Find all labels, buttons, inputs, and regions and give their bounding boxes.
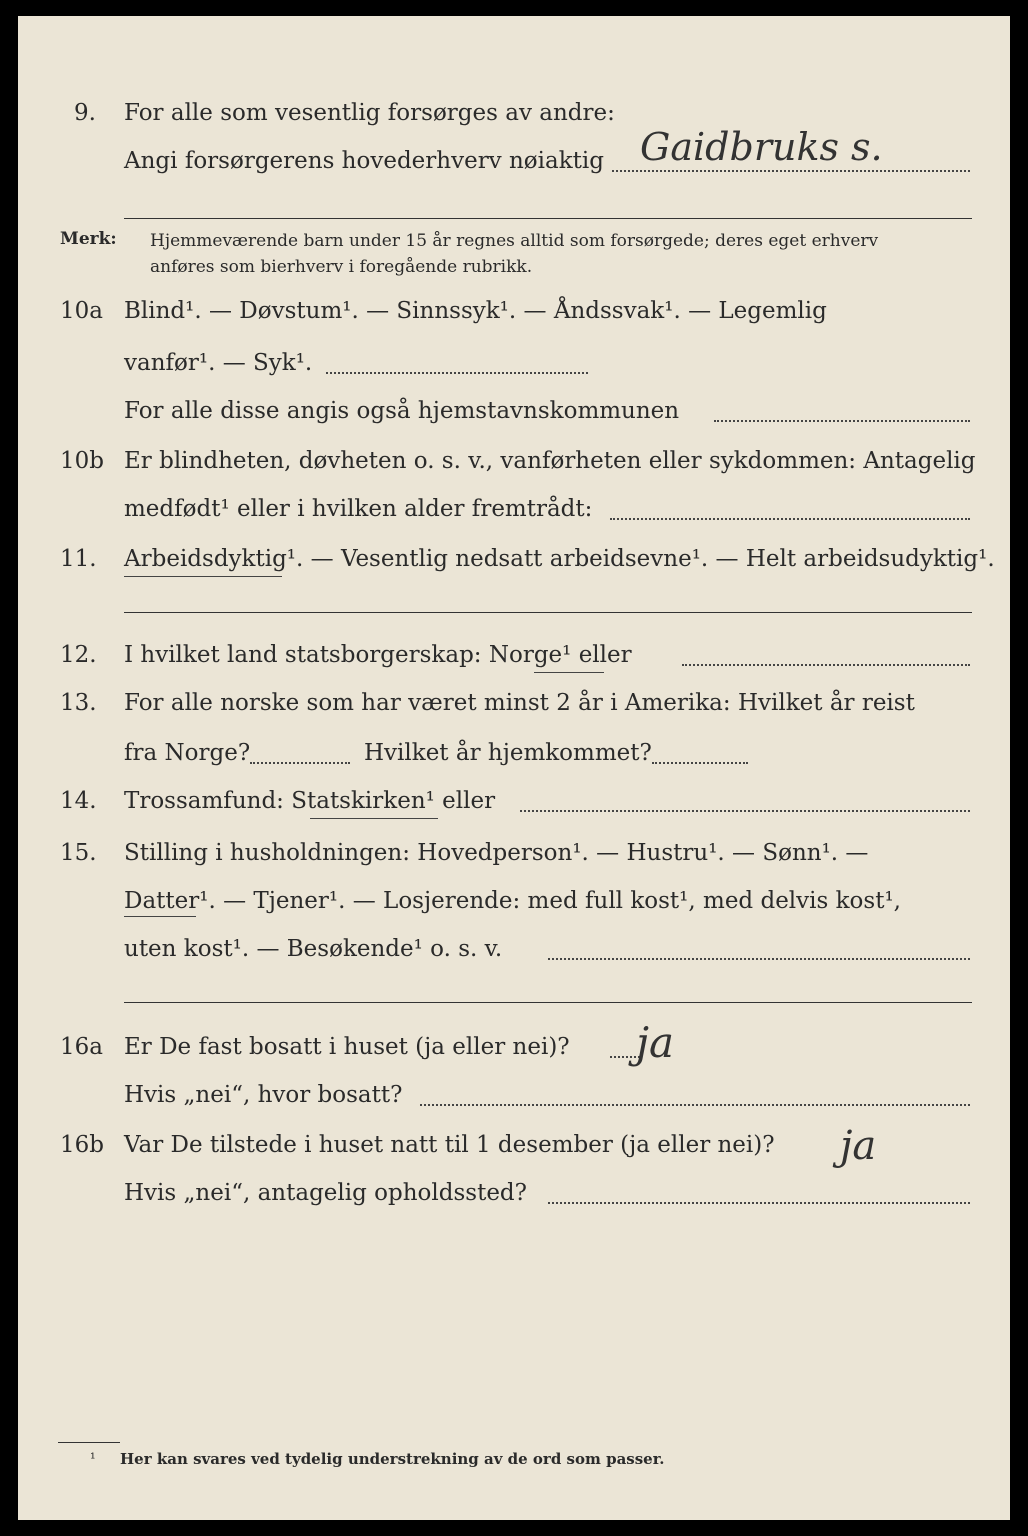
q10a-line1: Blind¹. — Døvstum¹. — Sinnssyk¹. — Åndssvak¹. — Legemlig	[124, 298, 827, 324]
q13-line2a: fra Norge?	[124, 740, 251, 766]
q14-line1: Trossamfund: Statskirken¹ eller	[124, 788, 496, 814]
q10a-line2: vanfør¹. — Syk¹.	[124, 350, 313, 376]
q16a-bosatt-line	[420, 1104, 970, 1106]
q9-answer-line	[612, 170, 970, 172]
q15-line3: uten kost¹. — Besøkende¹ o. s. v.	[124, 936, 503, 962]
q12-underline-mark	[534, 672, 604, 673]
footnote-text: Her kan svares ved tydelig understrekning av de ord som passer.	[120, 1450, 665, 1468]
q14-answer-line	[520, 810, 970, 812]
q10b-number: 10b	[60, 448, 104, 474]
q10a-answer-line	[326, 372, 588, 374]
merk-line2: anføres som bierhverv i foregående rubrikk.	[150, 257, 533, 277]
merk-line1: Hjemmeværende barn under 15 år regnes alltid som forsørgede; deres eget erhverv	[150, 231, 879, 251]
q15-extra-line	[124, 1002, 972, 1003]
q9-extra-line	[124, 218, 972, 219]
q16b-line2: Hvis „nei“, antagelig opholdssted?	[124, 1180, 527, 1206]
q14-underline-mark	[310, 818, 438, 819]
footnote-mark: ¹	[90, 1451, 96, 1467]
q10a-kommune-line	[714, 420, 970, 422]
q9-line1: For alle som vesentlig forsørges av andre:	[124, 100, 615, 126]
q11-number: 11.	[60, 546, 97, 572]
q16a-handwritten-answer: ja	[636, 1018, 675, 1067]
q9-handwritten-answer: Gaidbruks s.	[640, 125, 883, 169]
q13-number: 13.	[60, 690, 97, 716]
q9-line2: Angi forsørgerens hovederhverv nøiaktig	[124, 148, 604, 174]
q11-extra-line	[124, 612, 972, 613]
q14-number: 14.	[60, 788, 97, 814]
q16b-handwritten-answer: ja	[840, 1123, 877, 1169]
q12-line1: I hvilket land statsborgerskap: Norge¹ eller	[124, 642, 632, 668]
q16b-line1: Var De tilstede i huset natt til 1 desember (ja eller nei)?	[124, 1132, 775, 1158]
q15-number: 15.	[60, 840, 97, 866]
q16a-number: 16a	[60, 1034, 103, 1060]
q9-number: 9.	[74, 100, 96, 126]
q10b-line2: medfødt¹ eller i hvilken alder fremtrådt:	[124, 496, 593, 522]
q13-line1: For alle norske som har været minst 2 år i Amerika: Hvilket år reist	[124, 690, 915, 716]
q10a-line3: For alle disse angis også hjemstavnskommunen	[124, 398, 680, 424]
q15-answer-line	[548, 958, 970, 960]
q10a-number: 10a	[60, 298, 103, 324]
q16b-opholdssted-line	[548, 1202, 970, 1204]
q15-underline-mark	[124, 916, 196, 917]
q13-hjemkommet-line	[652, 762, 748, 764]
q16b-number: 16b	[60, 1132, 104, 1158]
census-form-page	[18, 16, 1010, 1520]
q15-line1: Stilling i husholdningen: Hovedperson¹. — Hustru¹. — Sønn¹. —	[124, 840, 869, 866]
footnote-separator	[58, 1442, 120, 1443]
q11-line1: Arbeidsdyktig¹. — Vesentlig nedsatt arbeidsevne¹. — Helt arbeidsudyktig¹.	[124, 546, 995, 572]
q16a-line1: Er De fast bosatt i huset (ja eller nei)?	[124, 1034, 570, 1060]
q11-underline-mark	[124, 576, 282, 577]
q10b-line1: Er blindheten, døvheten o. s. v., vanførheten eller sykdommen: Antagelig	[124, 448, 976, 474]
q15-line2: Datter¹. — Tjener¹. — Losjerende: med full kost¹, med delvis kost¹,	[124, 888, 901, 914]
q13-line2b: Hvilket år hjemkommet?	[364, 740, 652, 766]
q16a-line2: Hvis „nei“, hvor bosatt?	[124, 1082, 403, 1108]
q10b-answer-line	[610, 518, 970, 520]
q13-reist-line	[250, 762, 350, 764]
merk-label: Merk:	[60, 229, 117, 249]
q12-number: 12.	[60, 642, 97, 668]
q12-answer-line	[682, 664, 970, 666]
